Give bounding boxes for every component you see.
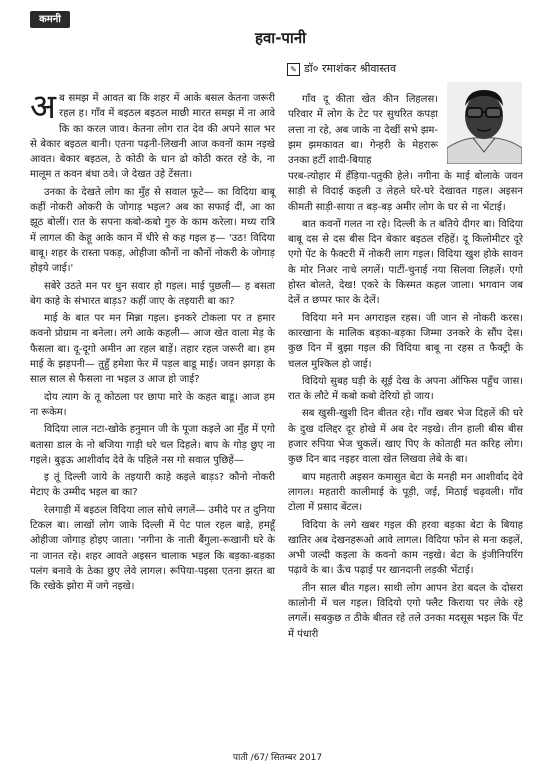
paragraph: बात कवनों गलत ना रहे। दिल्ली के त बतिये दीगर बा। विदिया बाबू दस से दस बीस दिन बेकार बइठल रहिहें। दू किलोमीटर दूरे एगो पेंट के फैक्टरी में नोकरी लाग गइल। विदिया खुश होके सावन के मोर निअर नाचे लगलें। पाटीं-चुनाई नया सिलवा लिहलें। एगो होस्त बोलते, देख! एकरे के किस्मत कहल जाला। भगवान जब देलें त छप्पर फार के देलें।: [288, 218, 523, 307]
paragraph: विदिया के लगे खबर गइल की हरवा बड़का बेटा के बियाह खातिर अब देखनहरूओ आवे लागल। विदिया फोन से मना कइलें, अभी जल्दी कइला के कवनो काम नइखे। बेटा के इंजीनियरिंग पढ़ावे के बा। ऊँच पढ़ाई पर खानदानी लड़की भेंटाई।: [288, 519, 523, 577]
left-column: [30, 87, 275, 597]
paragraph: उनका के देखते लोग का मुँह से सवाल फूटे— का विदिया बाबू कहीं नोकरी ओकरी के जोगाड़ भइल? अब का सफाई दीं, आ का झूठ बोलीं। रात के सपना कबो-कबो गुरु के काम करेला। मध्य रात्रि में लागल की केहू आके कान में धीरे से कह गइल ह— 'उठ! विदिया बाबू। शहर के रास्ता पकड़, ओहीजा कौनों ना कौनों नोकरी के जोगाड़ होइये जाई।': [30, 186, 275, 275]
drop-cap: अ: [30, 87, 56, 127]
pen-icon: ✎: [287, 63, 300, 76]
paragraph: तीन साल बीत गइल। साथी लोग आपन डेरा बदल के दोसरा कालोनी में चल गइल। विदियो एगो फ्लैट किराया पर लेके रहे लगलें। सबकुछ त ठीके बीतत रहे तले उनका मदसूस भइल कि पेंट में पंधारी: [288, 582, 523, 640]
article-title: हवा-पानी: [255, 29, 307, 47]
paragraph: इ तूं दिल्ली जाये के तइयारी काहे कइले बाड़ऽ? कौनो नोकरी मेटाए के उम्मीद भइल बा का?: [30, 472, 275, 499]
paragraph: परब-त्योहार में हँड़िया-पतुकी हेले। नगीना के माई बोलाके जवन साड़ी से विदाई कइली उ लेहले घरे-घरे देखावत गइल। अइसन कीमती साड़ी-साया त बड़-बड़ अमीर लोग के घर से ना भेंटाई।: [288, 171, 523, 213]
byline: [287, 61, 396, 76]
section-tag: कमनी: [30, 11, 70, 28]
paragraph: माई के बात पर मन मिन्ना गइल। इनकरे टोकला पर त हमार कवनो प्रोग्राम ना बनेला। लगे आके कहली— आज खेत वाला मेड़ के फैसला बा। दू-दूगो अमीन आ रहल बाड़ें। तहार रहल जरूरी बा। हम माई के झड़पनी— तुहुँ हमेशा फेर में पड़ल बाडू माई। जवन झगड़ा के साल साल से फैसला ना भइल उ आज हो जाई?: [30, 313, 275, 386]
paragraph: अब समझ में आवत बा कि शहर में आके बसल केतना जरूरी रहल ह। गाँव में बइठल बइठल माछी मारत समझ में ना आवे कि का करल जाव। केतना लोग रात देव की अपने साल भर से बेकार बइठल बानी। एतना पढ़नी-लिखनी आज कवनों काम नइखे आवत। बेकार बइठल, ठे कोठी के धान ढो कोठी करत रहे के, ना मालूम त कवन बंधा ठवे। जे देखत उहे टेंसता।: [30, 87, 275, 181]
paragraph: विदिया लाल नटा-खोके हनुमान जी के पूजा कइले आ मुँह में एगो बतासा डाल के नो बजिया गाड़ी धरे चल दिहले। बाप के गोड़ छुए ना गइले। बुढ़ऊ आशीर्वाद देवे के पहिले नस गो सवाल पुछिहें—: [30, 424, 275, 466]
paragraph: विदियो सुबह घड़ी के सूई देख के अपना ऑफिस पहुँच जास। रात के लौटे में कबो कबो देरियो हो जाय।: [288, 375, 523, 403]
paragraph: विदिया मने मन अगराइल रहस। जी जान से नोकरी करस। कारखाना के मालिक बड़का-बड़का जिम्मा उनकरे के सौंप देस। कुछ दिन में बुझा गइल की विदिया बाबू ना रहस त फैक्ट्री के चलल मुश्किल हो जाई।: [288, 312, 523, 370]
author-name: डॉ० रमाशंकर श्रीवास्तव: [304, 62, 397, 75]
paragraph: सब खुसी-खुशी दिन बीतत रहे। गाँव खबर भेज दिहलें की घरे के दुख दलिद्दर दूर होखे में अब देर नइखे। तीन हाली बीस बीस हजार रुपिया भेज चुकलें। खाए पिए के कोताही मत करिह लोग। कुछ दिन बाद नइहर वाला खेत लिखवा लेबे के बा।: [288, 408, 523, 466]
right-column-top: [288, 92, 438, 170]
paragraph: गाँव दू कीता खेत कीन लिहलस। परिवार में लोग के टेट पर सुथरित कपड़ा लत्ता ना रहे, अब जाके ना देखीं सभे झम-झम झमकावत बा। गेन्हरी के मेहरारू उनका हर्टी शादी-बियाह: [288, 94, 438, 167]
page-footer: पाती /67/ सितम्बर 2017: [232, 753, 323, 763]
author-portrait-image: [447, 82, 522, 164]
paragraph: सबेरे उठते मन पर धुन सवार हो गइल। माई पुछली— ह बसता बेग काहे के संभारत बाड़ऽ? कहीं जाए के तइयारी बा का?: [30, 280, 275, 307]
paragraph: रेलगाड़ी में बइठल विदिया लाल सोचे लगलें— उमीदे पर त दुनिया टिकल बा। लाखों लोग जाके दिल्ली में पेट पाल रहल बाड़े, हमहूँ ओहीजा जोगाड़ होइए जाता। 'नगीना के नाती बैंगुला-रूखानी घरे के ना जानत रहे। शहर आवते अइसन चालाक भइल कि बड़का-बड़का पलंग बनावे के ठेका छुए लेवे लागल। रूपिया-पइसा एतना झरत बा कि रखेके झोरा में जगे नइखे।: [30, 504, 275, 593]
author-photo: [447, 82, 522, 164]
right-column: [288, 169, 523, 644]
paragraph: दोय त्याग के तू कोठला पर छापा मारे के कहत बाडू। आज हम ना रूकेम।: [30, 391, 275, 418]
paragraph: बाप महतारी अइसन कमासुत बेटा के मनही मन आशीर्वाद देवे लागल। महतारी कालीमाई के पूड़ी, जई, मिठाई चढ़वली। गाँव टोला में प्रसाद बेंटल।: [288, 471, 523, 514]
